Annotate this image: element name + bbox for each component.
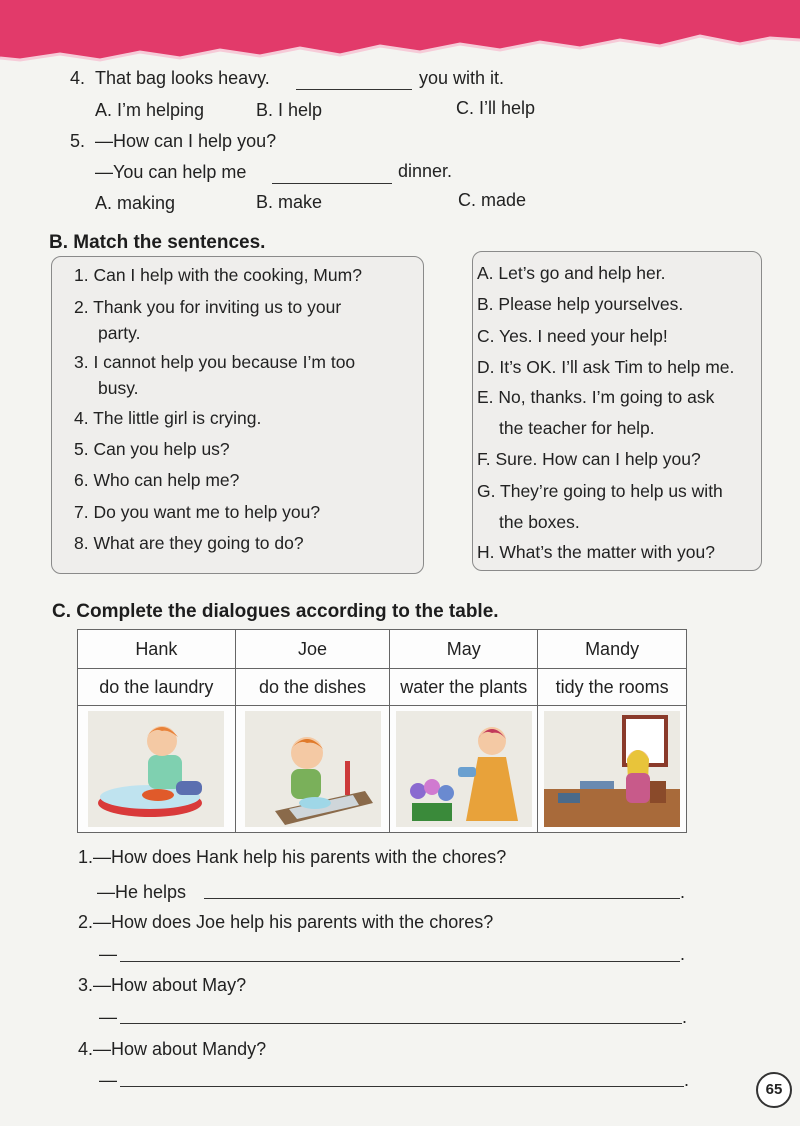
match-right-e[interactable]: E. No, thanks. I’m going to ask	[477, 387, 715, 407]
table-picture-cell-mandy	[538, 706, 687, 833]
table-name-hank: Hank	[78, 630, 236, 669]
dialogue-4-answer-blank[interactable]	[120, 1086, 684, 1087]
header-band	[0, 0, 800, 70]
table-chore-hank: do the laundry	[78, 669, 236, 706]
dialogue-2-answer-start: —	[99, 944, 117, 964]
dialogue-3-question: 3.—How about May?	[78, 975, 247, 995]
dialogue-3-answer-start: —	[99, 1007, 117, 1027]
match-left-2-cont: party.	[98, 323, 141, 343]
table-name-may: May	[390, 630, 538, 669]
part-c-heading: C. Complete the dialogues according to the table.	[52, 601, 499, 622]
table-chore-mandy: tidy the rooms	[538, 669, 687, 706]
q5-answer-end: dinner.	[398, 161, 453, 181]
match-right-g[interactable]: G. They’re going to help us with	[477, 481, 723, 501]
match-left-5[interactable]: 5. Can you help us?	[74, 439, 230, 459]
dialogue-3-period: .	[682, 1007, 688, 1027]
q4-option-c[interactable]: C. I’ll help	[456, 98, 536, 118]
match-left-2[interactable]: 2. Thank you for inviting us to your	[74, 297, 342, 317]
dialogue-2-period: .	[680, 944, 686, 964]
dialogue-2-question: 2.—How does Joe help his parents with the chores?	[78, 912, 494, 932]
match-right-e-cont: the teacher for help.	[499, 418, 655, 438]
chores-table	[77, 629, 687, 833]
match-right-g-cont: the boxes.	[499, 512, 580, 532]
match-right-f[interactable]: F. Sure. How can I help you?	[477, 449, 701, 469]
table-picture-cell-hank	[78, 706, 236, 833]
plants-illustration	[396, 711, 532, 827]
match-left-box	[51, 256, 424, 574]
part-b-heading: B. Match the sentences.	[49, 232, 266, 253]
match-left-3-cont: busy.	[98, 378, 139, 398]
dishes-illustration	[245, 711, 381, 827]
page-number: 65	[756, 1072, 792, 1108]
q4-after: you with it.	[419, 68, 505, 88]
q4-number: 4.	[70, 68, 86, 88]
dialogue-1-answer-blank[interactable]	[204, 898, 680, 899]
match-right-b[interactable]: B. Please help yourselves.	[477, 294, 684, 314]
dialogue-1-period: .	[680, 882, 686, 902]
match-left-6[interactable]: 6. Who can help me?	[74, 470, 240, 490]
match-right-h[interactable]: H. What’s the matter with you?	[477, 542, 715, 562]
q5-option-b[interactable]: B. make	[256, 192, 323, 212]
dialogue-4-period: .	[684, 1070, 690, 1090]
match-right-d[interactable]: D. It’s OK. I’ll ask Tim to help me.	[477, 357, 735, 377]
match-left-8[interactable]: 8. What are they going to do?	[74, 533, 304, 553]
table-chore-may: water the plants	[390, 669, 538, 706]
q4-blank[interactable]	[296, 89, 412, 90]
table-picture-cell-may	[390, 706, 538, 833]
q5-option-c[interactable]: C. made	[458, 190, 527, 210]
q5-blank[interactable]	[272, 183, 392, 184]
q4-option-a[interactable]: A. I’m helping	[95, 100, 205, 120]
match-left-4[interactable]: 4. The little girl is crying.	[74, 408, 262, 428]
tidy-room-illustration	[544, 711, 680, 827]
match-left-7[interactable]: 7. Do you want me to help you?	[74, 502, 321, 522]
laundry-illustration	[88, 711, 224, 827]
q4-option-b[interactable]: B. I help	[256, 100, 323, 120]
q5-option-a[interactable]: A. making	[95, 193, 176, 213]
match-left-1[interactable]: 1. Can I help with the cooking, Mum?	[74, 265, 362, 285]
q5-answer-start: —You can help me	[95, 162, 247, 182]
match-right-a[interactable]: A. Let’s go and help her.	[477, 263, 666, 283]
q5-question: —How can I help you?	[95, 131, 277, 151]
dialogue-3-answer-blank[interactable]	[120, 1023, 682, 1024]
dialogue-2-answer-blank[interactable]	[120, 961, 680, 962]
dialogue-4-answer-start: —	[99, 1070, 117, 1090]
match-left-3[interactable]: 3. I cannot help you because I’m too	[74, 352, 356, 372]
table-chore-joe: do the dishes	[235, 669, 390, 706]
table-picture-cell-joe	[235, 706, 390, 833]
table-name-joe: Joe	[235, 630, 390, 669]
table-name-mandy: Mandy	[538, 630, 687, 669]
q5-number: 5.	[70, 131, 86, 151]
q4-text: That bag looks heavy.	[95, 68, 270, 88]
match-right-box	[472, 251, 762, 571]
dialogue-1-question: 1.—How does Hank help his parents with the chores?	[78, 847, 507, 867]
dialogue-1-answer-start: —He helps	[97, 882, 187, 902]
match-right-c[interactable]: C. Yes. I need your help!	[477, 326, 668, 346]
dialogue-4-question: 4.—How about Mandy?	[78, 1039, 267, 1059]
